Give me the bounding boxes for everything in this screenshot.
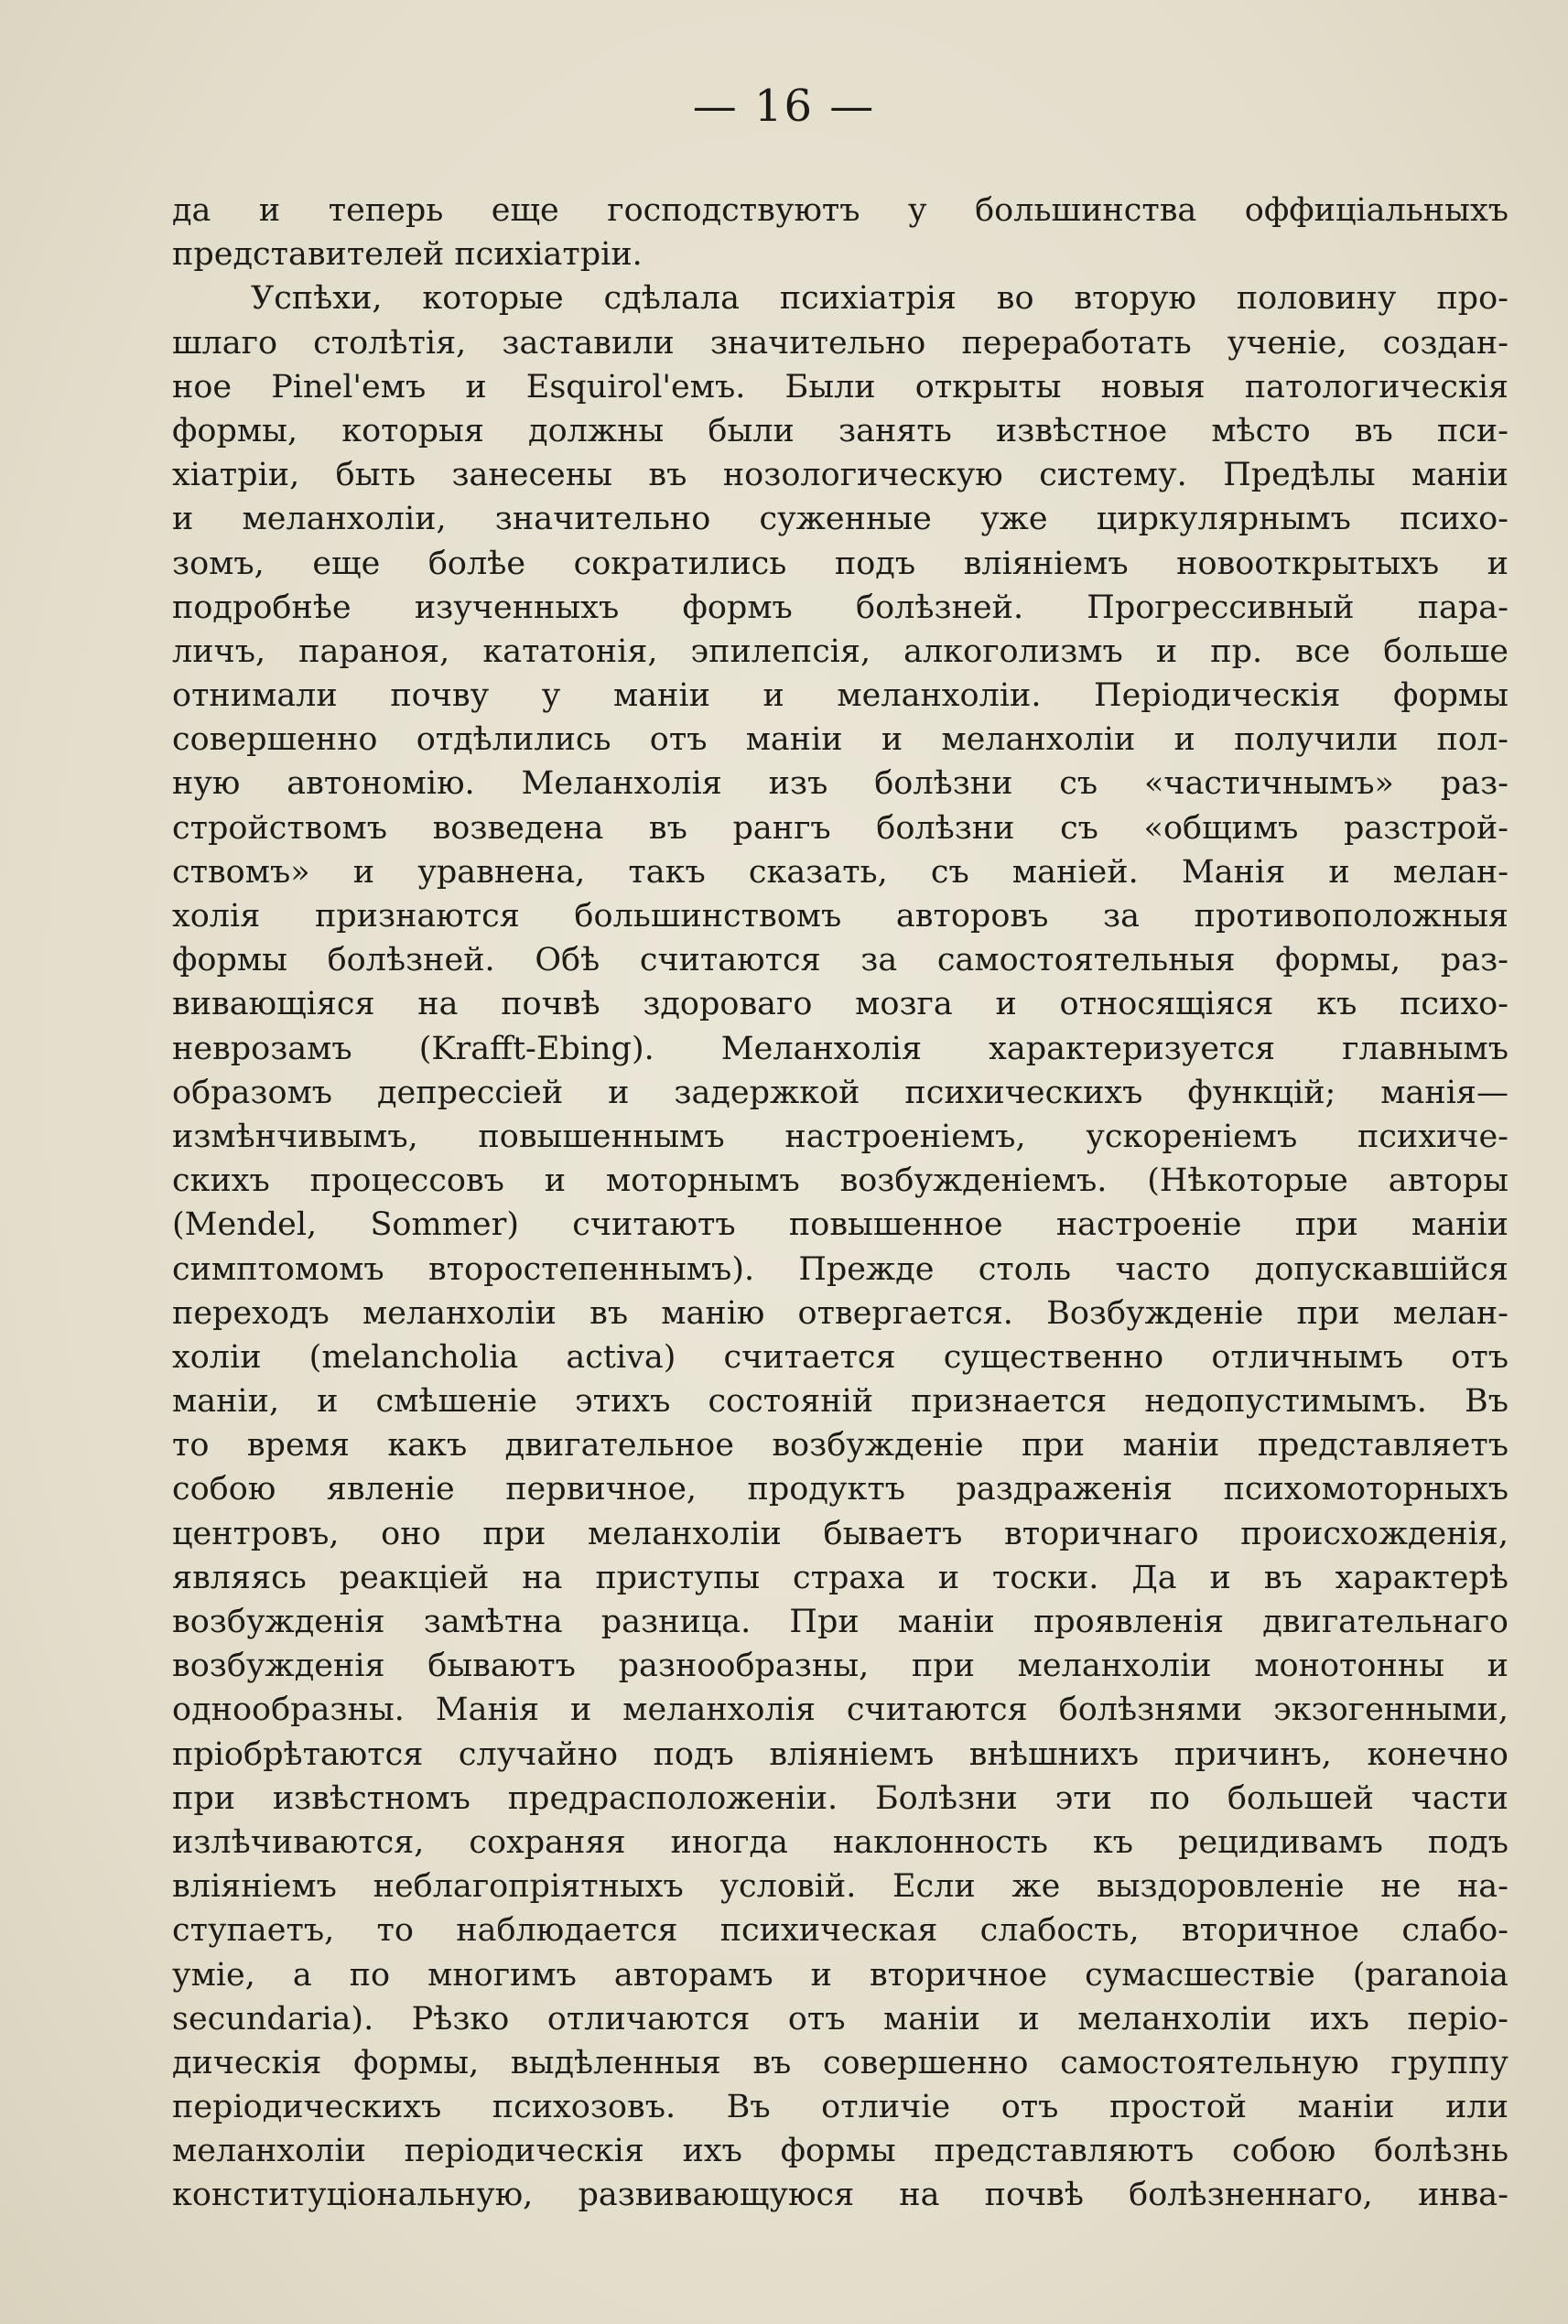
text-line: личъ, параноя, кататонія, эпилепсія, алкоголизмъ и пр. все больше — [172, 632, 1509, 670]
text-line: ное Pinel'емъ и Esquirol'емъ. Были открыты новыя патологическія — [172, 368, 1509, 405]
text-line: меланхоліи періодическія ихъ формы представляютъ собою болѣзнь — [172, 2133, 1509, 2170]
text-line: подробнѣе изученныхъ формъ болѣзней. Прогрессивный пара- — [172, 589, 1509, 626]
text-line: формы болѣзней. Обѣ считаются за самостоятельныя формы, раз- — [172, 942, 1509, 979]
text-line: центровъ, оно при меланхоліи бываетъ вторичнаго происхожденія, — [172, 1515, 1509, 1552]
text-line: то время какъ двигательное возбужденіе при маніи представляетъ — [172, 1427, 1509, 1465]
text-line: симптомомъ второстепеннымъ). Прежде столь часто допускавшійся — [172, 1250, 1509, 1288]
text-line: образомъ депрессіей и задержкой психическихъ функцій; манія— — [172, 1074, 1509, 1111]
text-line: холія признаются большинствомъ авторовъ за противоположныя — [172, 898, 1509, 935]
text-line: вивающіяся на почвѣ здороваго мозга и относящіяся къ психо- — [172, 986, 1509, 1023]
text-line: являясь реакціей на приступы страха и тоски. Да и въ характерѣ — [172, 1559, 1509, 1596]
text-line: Успѣхи, которые сдѣлала психіатрія во вторую половину про- — [251, 280, 1509, 318]
text-line: уміе, а по многимъ авторамъ и вторичное сумасшествіе (paranoia — [172, 1956, 1509, 1994]
paragraph — [172, 276, 1509, 2217]
text-line: ствомъ» и уравнена, такъ сказать, съ маніей. Манія и мелан- — [172, 853, 1509, 891]
page-number: — 16 — — [692, 81, 876, 132]
text-line: пріобрѣтаются случайно подъ вліяніемъ внѣшнихъ причинъ, конечно — [172, 1735, 1509, 1773]
text-line: возбужденія бываютъ разнообразны, при меланхоліи монотонны и — [172, 1648, 1509, 1685]
text-line: дическія формы, выдѣленныя въ совершенно самостоятельную группу — [172, 2044, 1509, 2081]
text-line: да и теперь еще господствуютъ у большинства оффиціальныхъ — [172, 192, 1509, 229]
text-line: ную автономію. Меланхолія изъ болѣзни съ «частичнымъ» раз- — [172, 765, 1509, 803]
text-line: конституціональную, развивающуюся на почвѣ болѣзненнаго, инва- — [172, 2177, 1509, 2214]
text-line: стройствомъ возведена въ рангъ болѣзни съ «общимъ разстрой- — [172, 809, 1509, 847]
text-line: измѣнчивымъ, повышеннымъ настроеніемъ, ускореніемъ психиче- — [172, 1118, 1509, 1155]
text-line: хіатріи, быть занесены въ нозологическую систему. Предѣлы маніи — [172, 457, 1509, 494]
text-line: при извѣстномъ предрасположеніи. Болѣзни эти по большей части — [172, 1779, 1509, 1817]
text-line: шлаго столѣтія, заставили значительно переработать ученіе, создан- — [172, 324, 1509, 362]
text-line: формы, которыя должны были занять извѣстное мѣсто въ пси- — [172, 412, 1509, 449]
text-line: періодическихъ психозовъ. Въ отличіе отъ простой маніи или — [172, 2089, 1509, 2126]
text-line: скихъ процессовъ и моторнымъ возбужденіемъ. (Нѣкоторые авторы — [172, 1162, 1509, 1200]
text-line: возбужденія замѣтна разница. При маніи проявленія двигательнаго — [172, 1604, 1509, 1640]
text-line: зомъ, еще болѣе сократились подъ вліяніемъ новооткрытыхъ и — [172, 545, 1509, 582]
text-line: собою явленіе первичное, продуктъ раздраженія психомоторныхъ — [172, 1471, 1509, 1508]
text-line: отнимали почву у маніи и меланхоліи. Періодическія формы — [172, 677, 1509, 715]
text-line: излѣчиваются, сохраняя иногда наклонность къ рецидивамъ подъ — [172, 1823, 1509, 1861]
text-line: маніи, и смѣшеніе этихъ состояній признается недопустимымъ. Въ — [172, 1383, 1509, 1421]
paragraph — [172, 189, 1509, 276]
text-line: представителей психіатріи. — [172, 236, 643, 274]
text-line: холіи (melancholia activa) считается существенно отличнымъ отъ — [172, 1338, 1509, 1376]
text-line: ступаетъ, то наблюдается психическая слабость, вторичное слабо- — [172, 1912, 1509, 1950]
text-line: (Mendel, Sommer) считаютъ повышенное настроеніе при маніи — [172, 1206, 1509, 1244]
text-line: вліяніемъ неблагопріятныхъ условій. Если же выздоровленіе не на- — [172, 1868, 1509, 1906]
text-line: совершенно отдѣлились отъ маніи и меланхоліи и получили пол- — [172, 721, 1509, 759]
body-text — [172, 189, 1509, 2218]
text-line: secundaria). Рѣзко отличаются отъ маніи и меланхоліи ихъ періо- — [172, 2000, 1509, 2038]
text-line: переходъ меланхоліи въ манію отвергается. Возбужденіе при мелан- — [172, 1294, 1509, 1332]
text-line: однообразны. Манія и меланхолія считаются болѣзнями экзогенными, — [172, 1692, 1509, 1729]
text-line: неврозамъ (Krafft-Ebing). Меланхолія характеризуется главнымъ — [172, 1030, 1509, 1067]
text-line: и меланхоліи, значительно суженные уже циркулярнымъ психо- — [172, 501, 1509, 538]
